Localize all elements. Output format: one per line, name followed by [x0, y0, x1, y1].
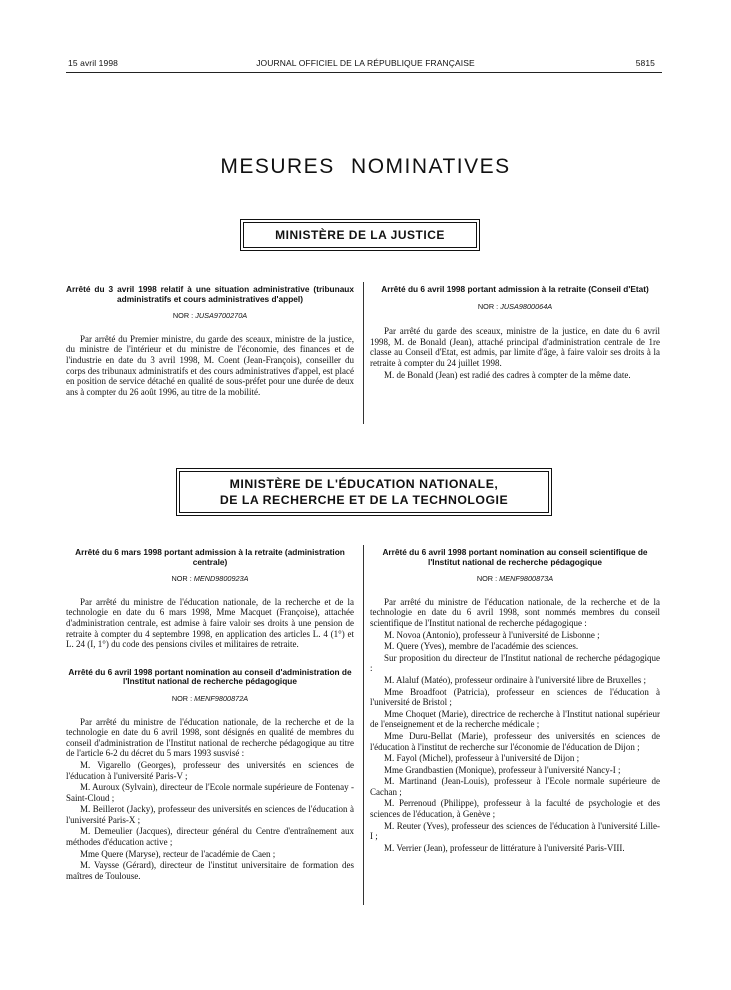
- nor-reference: [66, 574, 354, 585]
- article-paragraph: M. Alaluf (Matéo), professeur ordinaire à l'université libre de Bruxelles ;: [384, 674, 647, 685]
- education-right-column: [370, 548, 660, 853]
- nor-label: NOR :: [477, 301, 499, 311]
- article-paragraph: Mme Duru-Bellat (Marie), professeur des universités en sciences de l'éducation à l'institut de recherche sur l'économie de l'éducation de Dijon ;: [370, 730, 660, 752]
- article-paragraph: M. Demeulier (Jacques), directeur général du Centre d'entraînement aux méthodes d'éducation active ;: [66, 826, 354, 848]
- header-rule: [66, 72, 662, 73]
- education-left-column: [66, 548, 354, 881]
- article-paragraph: M. Perrenoud (Philippe), professeur à la faculté de psychologie et des sciences de l'éducation, à Genève ;: [370, 798, 660, 820]
- header-date: 15 avril 1998: [68, 58, 118, 68]
- nor-reference: [370, 574, 660, 585]
- ministry-heading-education: [176, 468, 552, 516]
- header-page-number: 5815: [635, 58, 655, 68]
- article-title: Arrêté du 6 mars 1998 portant admission à la retraite (administration centrale): [75, 547, 345, 567]
- article-paragraph: M. Novoa (Antonio), professeur à l'université de Lisbonne ;: [384, 629, 600, 640]
- nor-reference: [370, 302, 660, 313]
- article-paragraph: Mme Grandbastien (Monique), professeur à l'université Nancy-I ;: [384, 764, 621, 775]
- article-paragraph: Par arrêté du ministre de l'éducation nationale, de la recherche et de la technologie en date du 6 mars 1998, Mme Macquet (Françoise), attachée d'administration centrale, est admise à faire valoir ses droits à une pension de retraite à compter du 4 septembre 1998, en application des articles L. 4 (1°) et L. 24 (I, 1°) du code des pensions civiles et militaires de retraite.: [66, 596, 354, 650]
- nor-code: JUSA9800064A: [500, 301, 553, 311]
- article-paragraph: Par arrêté du ministre de l'éducation nationale, de la recherche et de la technologie en date du 6 avril 1998, sont désignés en qualité de membres du conseil d'administration de l'Institut national de recherche pédagogique au titre de l'article 6-2 du décret du 5 mars 1993 susvisé :: [66, 716, 354, 759]
- article-paragraph: M. Vaysse (Gérard), directeur de l'institut universitaire de formation des maîtres de Toulouse.: [66, 860, 354, 881]
- nor-code: MENF9800872A: [194, 693, 249, 703]
- nor-label: NOR :: [172, 311, 194, 321]
- article: [66, 285, 354, 397]
- nor-code: MENF9800873A: [499, 574, 554, 584]
- article: [66, 668, 354, 882]
- nor-label: NOR :: [171, 574, 192, 584]
- article-paragraph: M. Vigarello (Georges), professeur des universités en sciences de l'éducation à l'université Paris-V ;: [66, 759, 354, 781]
- article-paragraph: Mme Choquet (Marie), directrice de recherche à l'Institut national supérieur de l'enseignement et de la recherche médicale ;: [370, 708, 660, 730]
- article-paragraph: Mme Quere (Maryse), recteur de l'académie de Caen ;: [80, 848, 276, 859]
- article: [370, 548, 660, 853]
- article-paragraph: M. Beillerot (Jacky), professeur des universités en sciences de l'éducation à l'université Paris-X ;: [66, 804, 354, 825]
- article-title: Arrêté du 6 avril 1998 portant admission à la retraite (Conseil d'Etat): [381, 284, 649, 294]
- page-title: MESURES NOMINATIVES: [220, 155, 511, 178]
- article-paragraph: Mme Broadfoot (Patricia), professeur en sciences de l'éducation à l'université de Bristol ;: [370, 686, 660, 708]
- ministry-name-line: MINISTÈRE DE L'ÉDUCATION NATIONALE,: [229, 477, 499, 491]
- article-paragraph: M. Auroux (Sylvain), directeur de l'Ecole normale supérieure de Fontenay - Saint-Cloud ;: [66, 782, 354, 803]
- header-journal-title: JOURNAL OFFICIEL DE LA RÉPUBLIQUE FRANÇAISE: [256, 58, 475, 68]
- article-paragraph: Sur proposition du directeur de l'Institut national de recherche pédagogique :: [370, 652, 660, 674]
- nor-reference: [66, 694, 354, 705]
- column-divider: [363, 545, 364, 905]
- justice-right-column: [370, 285, 660, 380]
- nor-label: NOR :: [476, 574, 498, 584]
- article-paragraph: M. de Bonald (Jean) est radié des cadres à compter de la même date.: [384, 369, 631, 380]
- article-paragraph: Par arrêté du Premier ministre, du garde des sceaux, ministre de la justice, du ministre de l'intérieur et du ministre de l'économie, des finances et de l'industrie en date du 3 avril 1998, M. Coent (Jean-François), conseiller du corps des tribunaux administratifs et des cours administratives d'appel, est placé en position de service détaché en qualité de sous-préfet pour une durée de deux ans à compter du 26 août 1996, au titre de la mobilité.: [66, 333, 354, 397]
- article: [370, 285, 660, 380]
- justice-left-column: [66, 285, 354, 397]
- column-divider: [363, 282, 364, 424]
- article-title: Arrêté du 3 avril 1998 relatif à une situation administrative (tribunaux administratifs et cours administratives d'appel): [66, 284, 354, 304]
- nor-reference: [66, 311, 354, 322]
- article-paragraph: M. Quere (Yves), membre de l'académie des sciences.: [384, 641, 579, 652]
- ministry-name: MINISTÈRE DE LA JUSTICE: [243, 222, 477, 248]
- article-title: Arrêté du 6 avril 1998 portant nomination au conseil d'administration de l'Institut national de recherche pédagogique: [68, 666, 352, 687]
- nor-code: JUSA9700270A: [195, 311, 248, 321]
- article-paragraph: Par arrêté du garde des sceaux, ministre de la justice, en date du 6 avril 1998, M. de Bonald (Jean), attaché principal d'administration centrale de 1re classe au Conseil d'Etat, est admis, par limite d'âge, à faire valoir ses droits à la retraite à compter du 24 juillet 1998.: [370, 326, 660, 368]
- article-paragraph: Par arrêté du ministre de l'éducation nationale, de la recherche et de la technologie en date du 6 avril 1998, sont nommés membres du conseil scientifique de l'Institut national de recherche pédagogique :: [370, 596, 660, 628]
- article-title: Arrêté du 6 avril 1998 portant nomination au conseil scientifique de l'Institut national de recherche pédagogique: [382, 547, 648, 567]
- article: [66, 548, 354, 650]
- nor-label: NOR :: [171, 693, 193, 703]
- article-paragraph: M. Martinand (Jean-Louis), professeur à l'Ecole normale supérieure de Cachan ;: [370, 776, 660, 797]
- article-paragraph: M. Reuter (Yves), professeur des sciences de l'éducation à l'université Lille-I ;: [370, 820, 660, 842]
- article-paragraph: M. Fayol (Michel), professeur à l'université de Dijon ;: [384, 753, 580, 764]
- ministry-name-line: DE LA RECHERCHE ET DE LA TECHNOLOGIE: [219, 493, 509, 507]
- nor-code: MEND9800923A: [193, 574, 249, 584]
- article-paragraph: M. Verrier (Jean), professeur de littérature à l'université Paris-VIII.: [384, 842, 625, 853]
- ministry-heading-justice: [240, 219, 480, 251]
